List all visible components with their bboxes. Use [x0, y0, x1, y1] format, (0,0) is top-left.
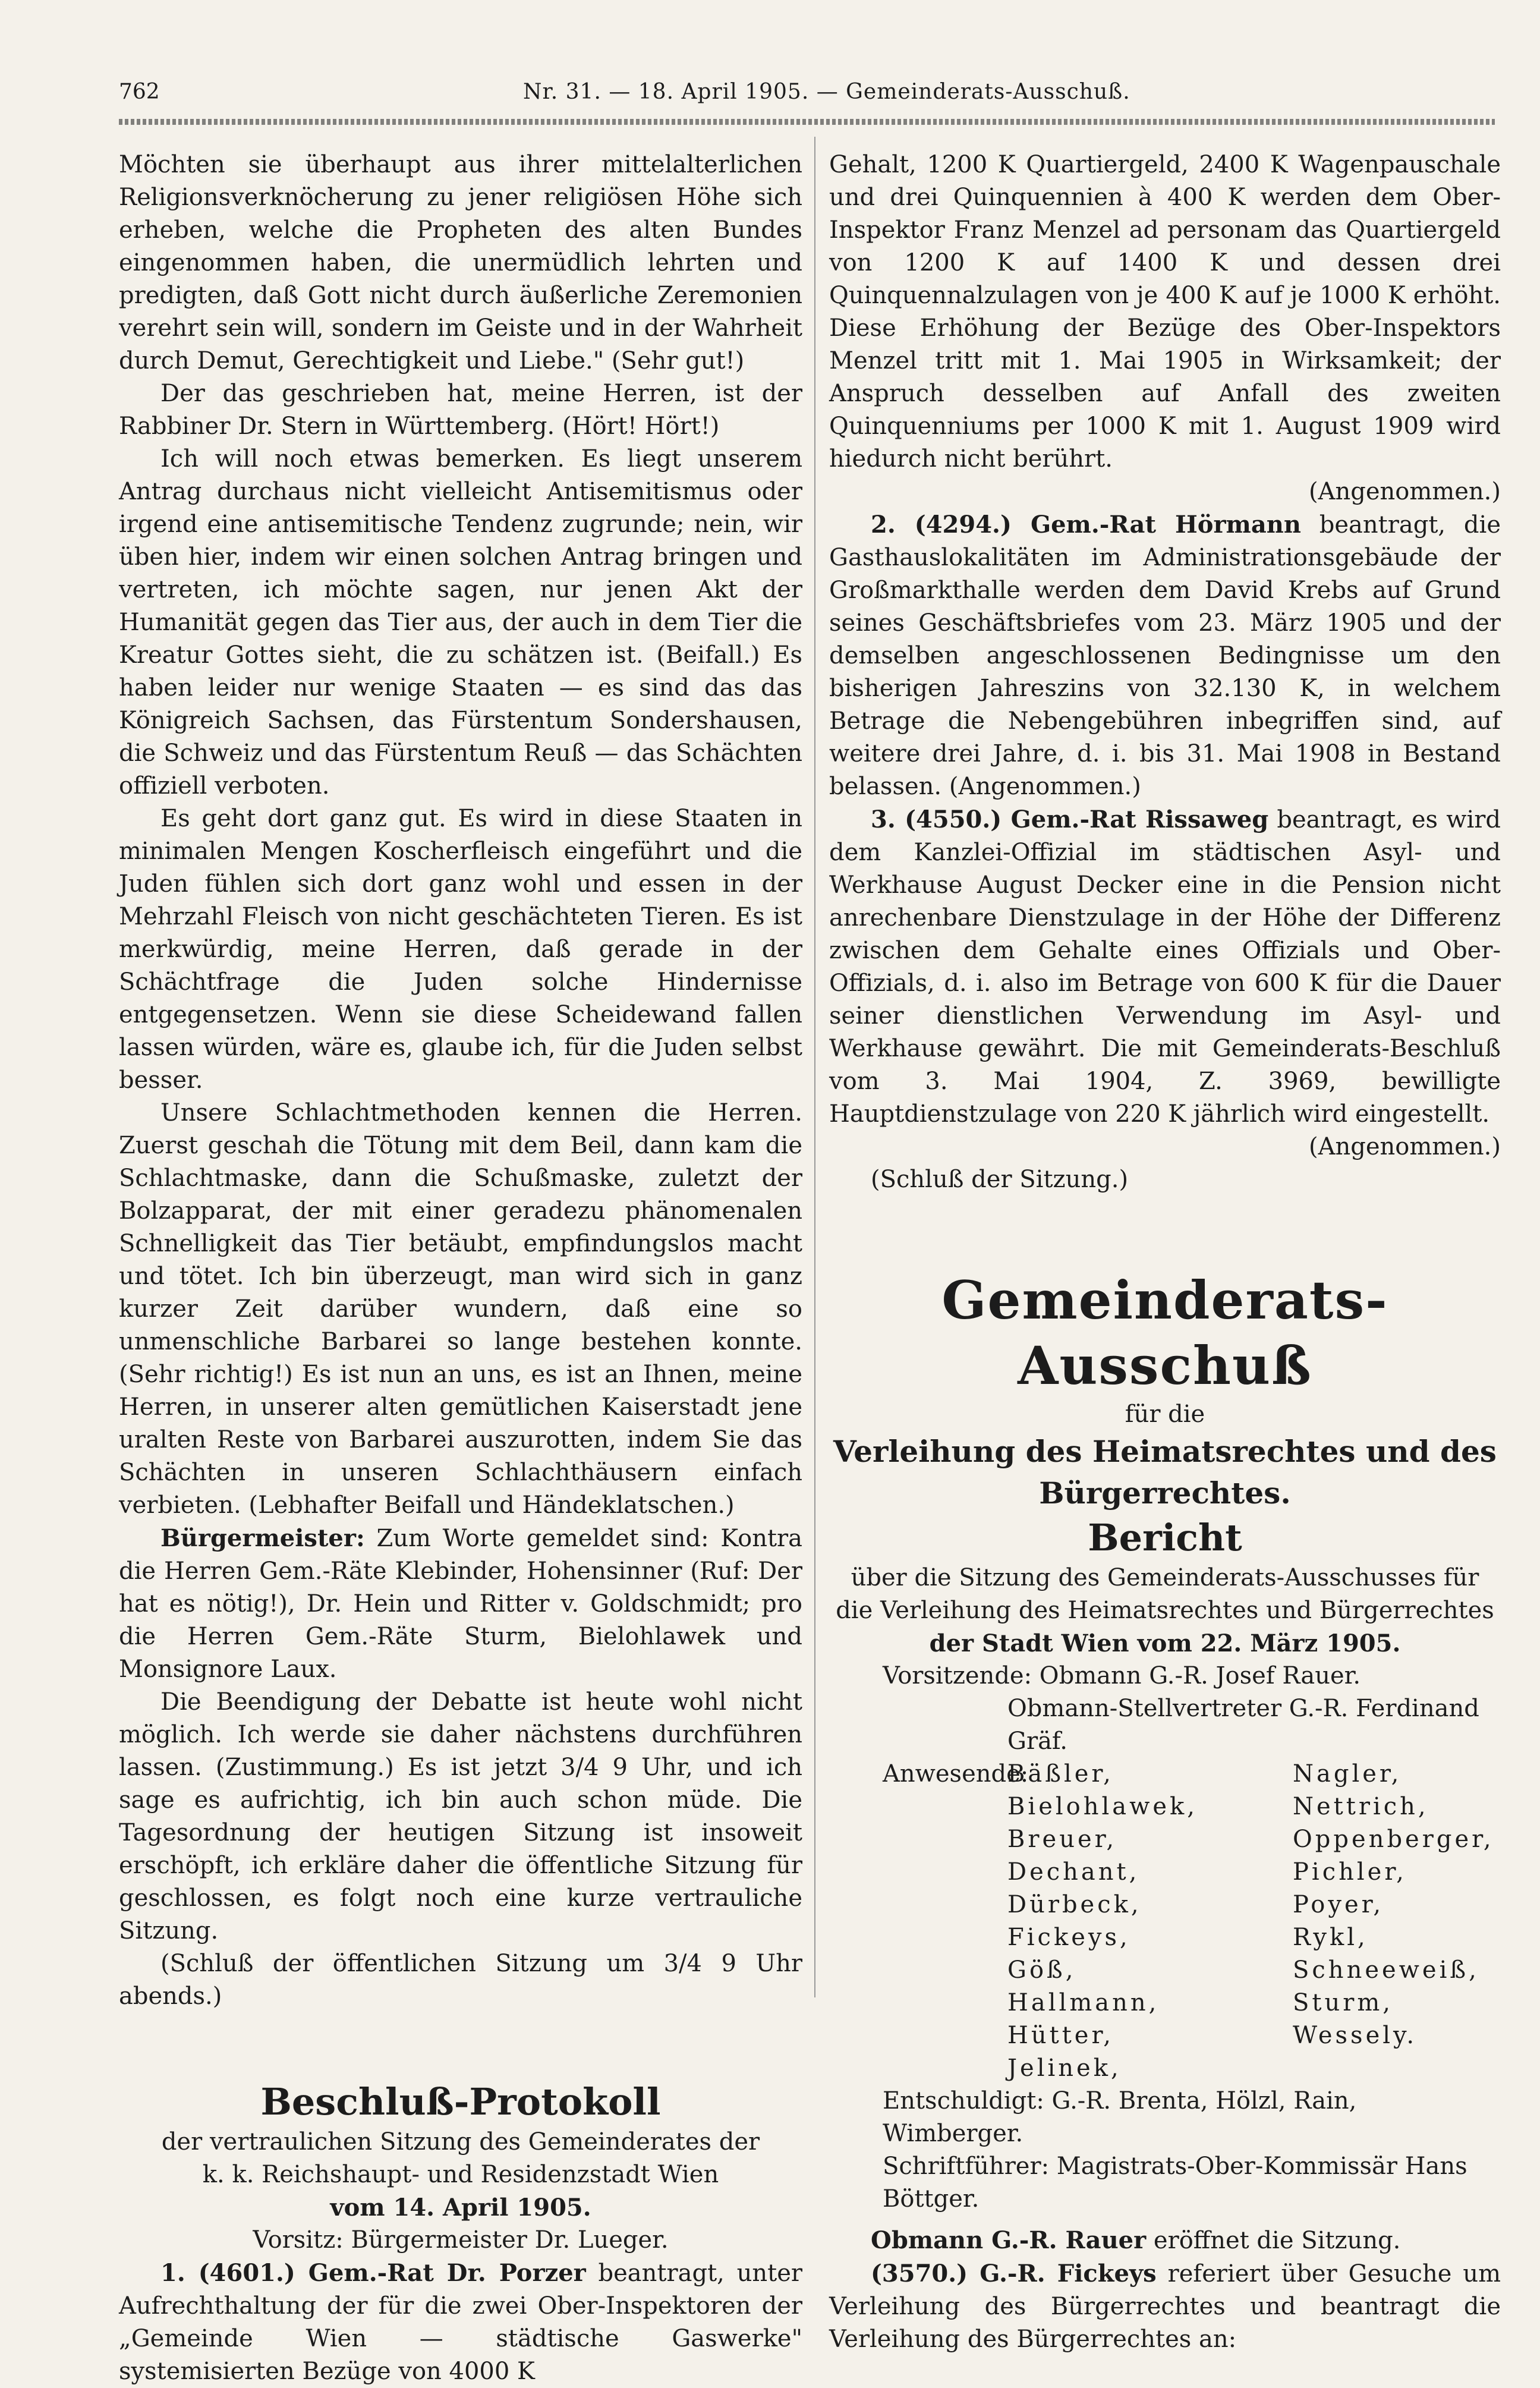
attendee: Bielohlawek,	[1007, 1793, 1198, 1820]
agenda-item-text: beantragt, es wird dem Kanzlei-Offizial im städtischen Asyl- und Werkhause August Decker eine in die Pension nicht anrechenbare Dienstzulage in der Höhe der Differenz zwischen dem Gehalte eines Offizials und Ober-Offizials, d. i. also im Betrage von 600 K für die Dauer seiner dienstlichen Verwendung im Asyl- und Werkhause gewährt. Die mit Gemeinderats-Beschluß vom 3. Mai 1904, Z. 3969, bewilligte Hauptdienstzulage von 220 K jährlich wird eingestellt.	[829, 806, 1501, 1128]
vote-result: (Angenommen.)	[1309, 1133, 1501, 1160]
vote-result: (Angenommen.)	[1309, 478, 1501, 505]
agenda-item-text: referiert über Gesuche um Verleihung des Bürgerrechtes und beantragt die Verleihung des Bürgerrechtes an:	[829, 2260, 1501, 2353]
agenda-item-text: beantragt, die Gasthauslokalitäten im Administrationsgebäude der Großmarkthalle werden dem David Krebs auf Grund seines Geschäftsbriefes vom 23. März 1905 und der demselben angeschlossenen Bedingnisse um den bisherigen Jahreszins von 32.130 K, in welchem Betrage die Nebengebühren inbegriffen sind, auf weitere drei Jahre, d. i. bis 31. Mai 1908 in Bestand belassen. (Angenommen.)	[829, 511, 1501, 800]
agenda-item	[829, 508, 1501, 803]
paragraph: Ich will noch etwas bemerken. Es liegt unserem Antrag durchaus nicht vielleicht Antisemitismus oder irgend eine antisemitische Tendenz zugrunde; nein, wir üben hier, indem wir einen solchen Antrag bringen und vertreten, ich möchte sagen, nur jenen Akt der Humanität gegen das Tier aus, der auch in dem Tier die Kreatur Gottes sieht, die zu schätzen ist. (Beifall.) Es haben leider nur wenige Staaten — es sind das das Königreich Sachsen, das Fürstentum Sondershausen, die Schweiz und das Fürstentum Reuß — das Schächten offiziell verboten.	[119, 445, 802, 800]
running-title: Nr. 31. — 18. April 1905. — Gemeinderats-Ausschuß.	[523, 80, 1130, 104]
left-column	[119, 149, 802, 2388]
chair-name: Obmann G.-R. Josef Rauer.	[1039, 1662, 1361, 1689]
chair-label: Vorsitzende:	[883, 1662, 1032, 1689]
attendee: Nettrich,	[1293, 1793, 1429, 1820]
attendee: Poyer,	[1293, 1891, 1384, 1918]
attendee: Rykl,	[1293, 1924, 1368, 1951]
speaker-label: Bürgermeister:	[160, 1524, 365, 1552]
report-title: Bericht	[1088, 1516, 1242, 1559]
paragraph: Der das geschrieben hat, meine Herren, ist der Rabbiner Dr. Stern in Württemberg. (Hört! Hört!)	[119, 380, 802, 440]
attendee: Göß,	[1007, 1956, 1076, 1984]
opening-line	[829, 2224, 1501, 2257]
attendees-col-1	[1007, 1758, 1257, 2085]
opening-text: eröffnet die Sitzung.	[1153, 2227, 1401, 2254]
agenda-item-lead: 1. (4601.) Gem.-Rat Dr. Porzer	[160, 2259, 586, 2287]
attendee: Dechant,	[1007, 1858, 1140, 1886]
attendee: Sturm,	[1293, 1989, 1394, 2016]
attendee: Hütter,	[1007, 2022, 1114, 2049]
paragraph: Unsere Schlachtmethoden kennen die Herren. Zuerst geschah die Tötung mit dem Beil, dann kam die Schlachtmaske, dann die Schußmaske, zuletzt der Bolzapparat, der mit einer geradezu phänomenalen Schnelligkeit das Tier betäubt, empfindungslos macht und tötet. Ich bin überzeugt, man wird sich in ganz kurzer Zeit darüber wundern, daß eine so unmenschliche Barbarei so lange bestehen konnte. (Sehr richtig!) Es ist nun an uns, es ist an Ihnen, meine Herren, in unserer alten gemütlichen Kaiserstadt jene uralten Reste von Barbarei auszurotten, indem Sie das Schächten in unseren Schlachthäusern einfach verbieten. (Lebhafter Beifall und Händeklatschen.)	[119, 1099, 802, 1519]
opening-lead: Obmann G.-R. Rauer	[871, 2226, 1147, 2254]
protocol-subtitle: k. k. Reichshaupt- und Residenzstadt Wien	[202, 2161, 719, 2188]
attendee: Breuer,	[1007, 1826, 1117, 1853]
secretary-line: Schriftführer: Magistrats-Ober-Kommissär Hans Böttger.	[883, 2153, 1467, 2213]
protocol-title: Beschluß-Protokoll	[260, 2080, 661, 2123]
committee-title: Gemeinderats-Ausschuß	[941, 1269, 1388, 1396]
paragraph: Möchten sie überhaupt aus ihrer mittelalterlichen Religionsverknöcherung zu jener religiösen Höhe sich erheben, welche die Propheten des alten Bundes eingenommen haben, die unermüdlich lehrten und predigten, daß Gott nicht durch äußerliche Zeremonien verehrt sein will, sondern im Geiste und in der Wahrheit durch Demut, Gerechtigkeit und Liebe." (Sehr gut!)	[119, 151, 802, 375]
vice-chair: Obmann-Stellvertreter G.-R. Ferdinand Gräf.	[1007, 1695, 1479, 1755]
page-number: 762	[119, 80, 160, 104]
protocol-date: vom 14. April 1905.	[330, 2194, 591, 2222]
attendees-label: Anwesende:	[883, 1760, 1029, 1788]
agenda-item-lead: (3570.) G.-R. Fickeys	[871, 2260, 1157, 2288]
chair-line: Vorsitz: Bürgermeister Dr. Lueger.	[253, 2226, 669, 2254]
closing-note: (Schluß der Sitzung.)	[871, 1166, 1129, 1193]
paragraph	[119, 1522, 802, 1686]
committee-subtitle: Verleihung des Heimatsrechtes und des Bürgerrechtes.	[833, 1434, 1497, 1511]
column-divider	[814, 137, 815, 1997]
attendee: Pichler,	[1293, 1858, 1407, 1886]
agenda-item	[829, 2257, 1501, 2356]
attendee: Oppenberger,	[1293, 1826, 1494, 1853]
agenda-item-lead: 3. (4550.) Gem.-Rat Rissaweg	[871, 806, 1269, 833]
paragraph: Die Beendigung der Debatte ist heute wohl nicht möglich. Ich werde sie daher nächstens durchführen lassen. (Zustimmung.) Es ist jetzt 3/4 9 Uhr, und ich sage es aufrichtig, ich bin auch schon müde. Die Tagesordnung der heutigen Sitzung ist insoweit erschöpft, ich erkläre daher die öffentliche Sitzung für geschlossen, es folgt noch eine kurze vertrauliche Sitzung.	[119, 1688, 802, 1945]
attendees-col-2	[1257, 1758, 1494, 2085]
attendee: Dürbeck,	[1007, 1891, 1142, 1918]
speaker-text: Zum Worte gemeldet sind: Kontra die Herren Gem.-Räte Klebinder, Hohensinner (Ruf: Der hat es nötig!), Dr. Hein und Ritter v. Goldschmidt; pro die Herren Gem.-Räte Sturm, Bielohlawek und Monsignore Laux.	[119, 1525, 802, 1683]
attendee: Wessely.	[1293, 2022, 1418, 2049]
paragraph: Gehalt, 1200 K Quartiergeld, 2400 K Wagenpauschale und drei Quinquennien à 400 K werden dem Ober-Inspektor Franz Menzel ad personam das Quartiergeld von 1200 K auf 1400 K und dessen drei Quinquennalzulagen von je 400 K auf je 1000 K erhöht. Diese Erhöhung der Bezüge des Ober-Inspektors Menzel tritt mit 1. Mai 1905 in Wirksamkeit; der Anspruch desselben auf Anfall des zweiten Quinquenniums per 1000 K mit 1. August 1909 wird hiedurch nicht berührt.	[829, 151, 1501, 473]
attendee: Bäßler,	[1007, 1760, 1114, 1788]
right-column	[829, 149, 1501, 2356]
paragraph: (Schluß der öffentlichen Sitzung um 3/4 9 Uhr abends.)	[119, 1950, 802, 2010]
protocol-subtitle: der vertraulichen Sitzung des Gemeinderates der	[161, 2128, 760, 2156]
paragraph: Es geht dort ganz gut. Es wird in diese Staaten in minimalen Mengen Koscherfleisch eingeführt und die Juden fühlen sich dort ganz wohl und essen in der Mehrzahl Fleisch von nicht geschächteten Tieren. Es ist merkwürdig, meine Herren, daß gerade in der Schächtfrage die Juden solche Hindernisse entgegensetzen. Wenn sie diese Scheidewand fallen lassen würden, wäre es, glaube ich, für die Juden selbst besser.	[119, 805, 802, 1094]
attendee: Fickeys,	[1007, 1924, 1130, 1951]
committee-for: für die	[1125, 1401, 1205, 1428]
attendees	[883, 1758, 1501, 2085]
attendee: Jelinek,	[1007, 2055, 1122, 2082]
agenda-item-text: beantragt, unter Aufrechthaltung der für die zwei Ober-Inspektoren der „Gemeinde Wien — städtische Gaswerke" systemisierten Bezüge von 4000 K	[119, 2260, 803, 2385]
report-subtitle: über die Sitzung des Gemeinderats-Ausschusses für	[851, 1564, 1479, 1591]
header-rule	[119, 119, 1495, 125]
report-subtitle: die Verleihung des Heimatsrechtes und Bürgerrechtes	[836, 1597, 1494, 1624]
attendee: Hallmann,	[1007, 1989, 1160, 2016]
excused-line: Entschuldigt: G.-R. Brenta, Hölzl, Rain, Wimberger.	[883, 2087, 1357, 2147]
report-date: der Stadt Wien vom 22. März 1905.	[929, 1629, 1401, 1657]
agenda-item	[119, 2257, 802, 2388]
chair-block	[883, 1660, 1501, 1692]
attendee: Schneeweiß,	[1293, 1956, 1479, 1984]
attendee: Nagler,	[1293, 1760, 1402, 1788]
page-header	[119, 76, 1435, 112]
agenda-item	[829, 803, 1501, 1131]
agenda-item-lead: 2. (4294.) Gem.-Rat Hörmann	[871, 511, 1301, 539]
